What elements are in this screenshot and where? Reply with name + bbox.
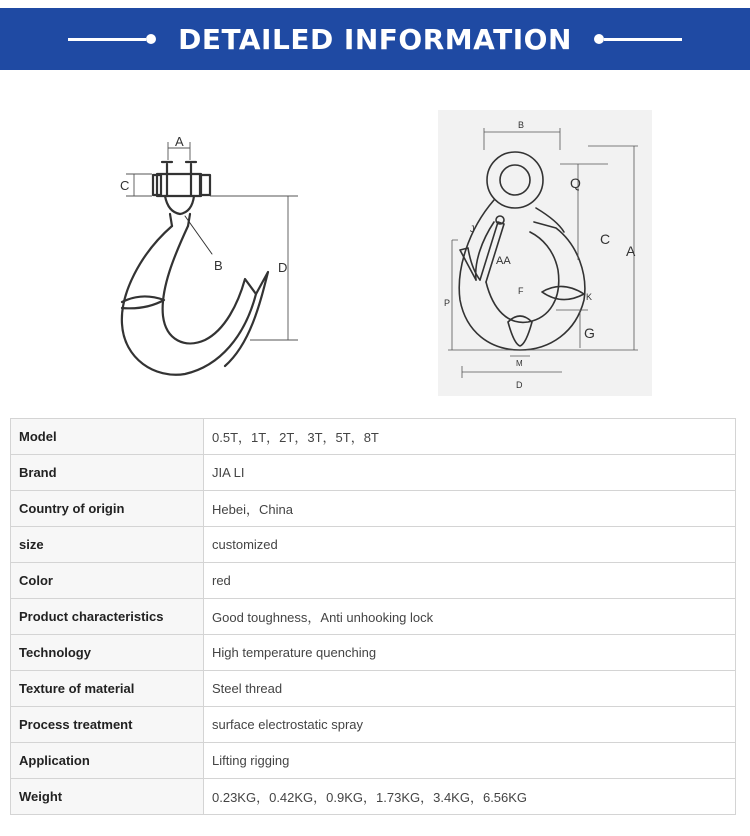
dimension-label-d: D [516,380,523,390]
table-row [11,599,736,635]
table-row [11,455,736,491]
dimension-label-f: F [518,286,524,296]
spec-key: Country of origin [11,491,204,527]
header-banner [0,8,750,70]
dimension-label-c: C [120,178,130,193]
dimension-label-c: C [600,231,611,247]
hook-eye [487,152,543,208]
dimension-label-b: B [518,120,525,130]
table-row [11,743,736,779]
spec-key: Weight [11,779,204,815]
spec-value: 0.23KG，0.42KG，0.9KG，1.73KG，3.4KG，6.56KG [204,779,736,815]
dimension-label-aa: AA [496,255,511,267]
table-row [11,527,736,563]
spec-key: size [11,527,204,563]
spec-key: Color [11,563,204,599]
spec-table [10,418,736,815]
dimension-label-a: A [175,134,184,149]
spec-value: Good toughness，Anti unhooking lock [204,599,736,635]
left-decoration [68,34,156,44]
dimension-label-d: D [278,260,288,275]
page-title: DETAILED INFORMATION [178,22,572,56]
spec-key: Process treatment [11,707,204,743]
dimension-label-b: B [214,258,223,273]
dimension-label-j: J [470,224,475,234]
table-row [11,563,736,599]
spec-key: Product characteristics [11,599,204,635]
table-row [11,419,736,455]
dimension-label-q: Q [570,175,581,191]
spec-key: Texture of material [11,671,204,707]
spec-value: customized [204,527,736,563]
clevis-hook-diagram [60,104,338,398]
dimension-label-p: P [444,298,451,308]
clevis-pin-body [157,174,201,196]
spec-value: 0.5T，1T，2T，3T，5T，8T [204,419,736,455]
spec-key: Technology [11,635,204,671]
spec-value: surface electrostatic spray [204,707,736,743]
spec-value: Lifting rigging [204,743,736,779]
spec-value: red [204,563,736,599]
spec-key: Model [11,419,204,455]
table-row [11,707,736,743]
spec-key: Application [11,743,204,779]
spec-key: Brand [11,455,204,491]
table-row [11,671,736,707]
right-decoration [594,34,682,44]
table-row [11,635,736,671]
dimension-label-m: M [516,359,523,368]
spec-value: Steel thread [204,671,736,707]
dimension-label-g: G [584,325,595,341]
eye-hook-diagram [438,110,652,396]
dimension-label-a: A [626,243,636,259]
table-row [11,491,736,527]
spec-value: High temperature quenching [204,635,736,671]
dimension-label-k: K [586,292,593,302]
spec-value: JIA LI [204,455,736,491]
table-row [11,779,736,815]
spec-value: Hebei，China [204,491,736,527]
